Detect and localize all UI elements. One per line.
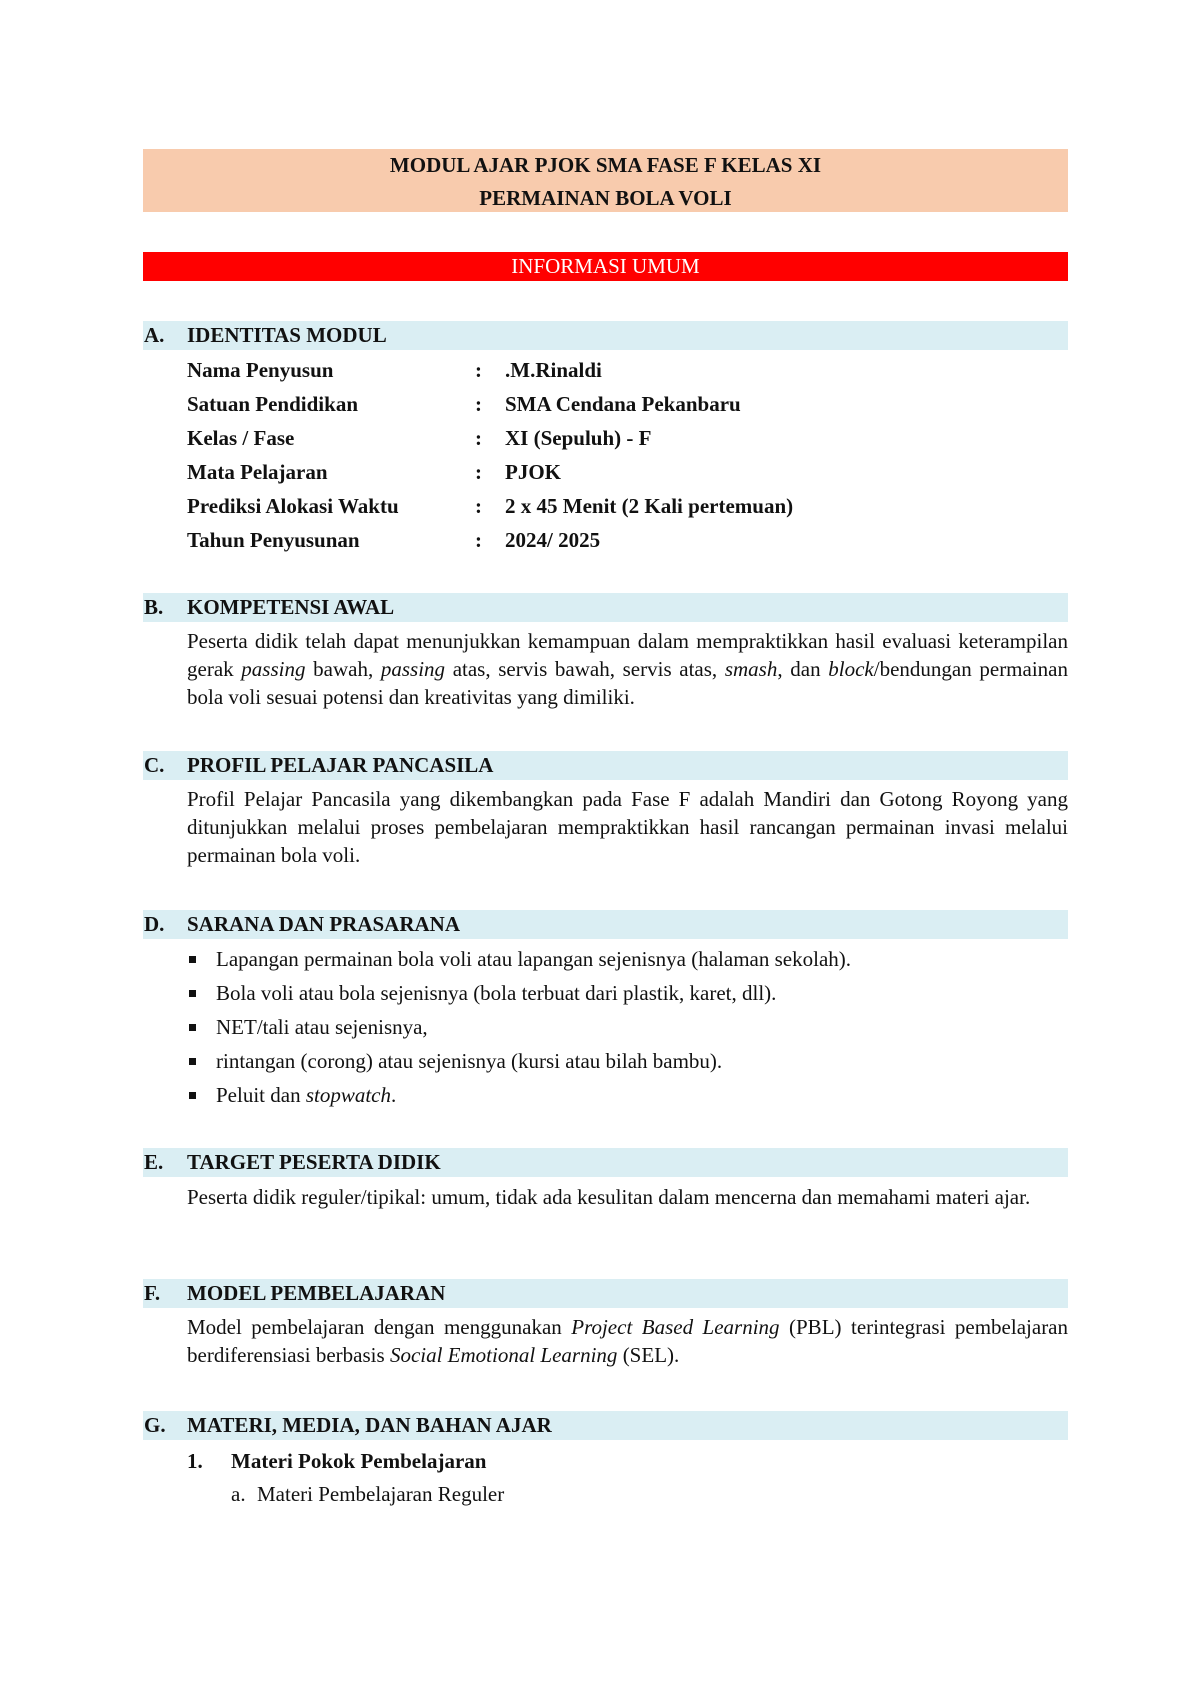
list-item: [187, 1012, 1047, 1042]
section-a-header: [143, 321, 1068, 350]
sub-subsection-letter: a.: [231, 1482, 246, 1506]
section-title: MATERI, MEDIA, DAN BAHAN AJAR: [187, 1413, 552, 1437]
section-title: SARANA DAN PRASARANA: [187, 912, 461, 936]
identity-colon: :: [475, 358, 482, 382]
identity-value: .M.Rinaldi: [505, 358, 602, 382]
list-item: [187, 978, 1047, 1008]
identity-label: Tahun Penyusunan: [187, 528, 360, 552]
section-title: IDENTITAS MODUL: [187, 323, 387, 347]
section-letter: E.: [144, 1150, 164, 1174]
text-run: /bendungan permainan bola voli sesuai potensi dan kreativitas yang dimiliki.: [187, 657, 1068, 709]
module-title-box: [143, 149, 1068, 212]
text-run: , dan: [777, 657, 829, 681]
identity-value: PJOK: [505, 460, 561, 484]
italic-term: Social Emotional Learning: [389, 1343, 618, 1367]
text-run: (PBL) terintegrasi pembelajaran berdiferensiasi berbasis: [187, 1315, 1069, 1367]
list-item-text: rintangan (corong) atau sejenisnya (kursi atau bilah bambu).: [216, 1049, 723, 1073]
kompetensi-awal-text: [187, 627, 1068, 711]
text-run: Peserta didik telah dapat menunjukkan kemampuan dalam mempraktikkan hasil evaluasi keterampilan gerak: [187, 629, 1068, 681]
identity-row: [187, 389, 1087, 419]
model-pembelajaran-text: [187, 1313, 1068, 1369]
italic-term: block: [828, 657, 874, 681]
section-d-header: [143, 910, 1068, 939]
identity-row: [187, 423, 1087, 453]
identity-value: 2024/ 2025: [505, 528, 601, 552]
bullet-square-icon: [189, 1092, 196, 1099]
text-run: Model pembelajaran dengan menggunakan: [187, 1315, 572, 1339]
bullet-square-icon: [189, 1058, 196, 1065]
identity-colon: :: [475, 392, 482, 416]
list-item-text: Bola voli atau bola sejenisnya (bola terbuat dari plastik, karet, dll).: [216, 981, 777, 1005]
text-run: (SEL).: [617, 1343, 680, 1367]
identity-colon: :: [475, 426, 482, 450]
section-f-header: [143, 1279, 1068, 1308]
section-letter: A.: [144, 323, 165, 347]
module-title-line-2: PERMAINAN BOLA VOLI: [479, 186, 732, 210]
identity-label: Prediksi Alokasi Waktu: [187, 494, 399, 518]
identity-colon: :: [475, 460, 482, 484]
section-title: TARGET PESERTA DIDIK: [187, 1150, 441, 1174]
list-item-text: Lapangan permainan bola voli atau lapangan sejenisnya (halaman sekolah).: [216, 947, 852, 971]
section-title: KOMPETENSI AWAL: [187, 595, 395, 619]
bullet-square-icon: [189, 990, 196, 997]
identity-label: Mata Pelajaran: [187, 460, 328, 484]
italic-term: smash: [724, 657, 778, 681]
text-run: .: [391, 1083, 397, 1107]
identity-colon: :: [475, 528, 482, 552]
sub-subsection-title: Materi Pembelajaran Reguler: [257, 1482, 505, 1506]
module-title-line-1: MODUL AJAR PJOK SMA FASE F KELAS XI: [389, 153, 822, 177]
bullet-square-icon: [189, 956, 196, 963]
identity-value: XI (Sepuluh) - F: [505, 426, 652, 450]
identity-label: Kelas / Fase: [187, 426, 295, 450]
info-umum-bar: INFORMASI UMUM: [143, 252, 1068, 281]
identity-row: [187, 457, 1087, 487]
section-title: MODEL PEMBELAJARAN: [187, 1281, 446, 1305]
identity-row: [187, 525, 1087, 555]
text-run: bawah,: [305, 657, 381, 681]
list-item: [187, 1046, 1047, 1076]
italic-term: passing: [241, 657, 306, 681]
section-letter: G.: [144, 1413, 166, 1437]
subsection-title: Materi Pokok Pembelajaran: [231, 1449, 487, 1473]
list-item-text: [216, 1080, 396, 1110]
text-run: atas, servis bawah, servis atas,: [445, 657, 725, 681]
section-b-header: [143, 593, 1068, 622]
text-run: Peluit dan: [216, 1083, 306, 1107]
section-letter: F.: [144, 1281, 161, 1305]
section-g-header: [143, 1411, 1068, 1440]
section-letter: D.: [144, 912, 165, 936]
italic-term: Project Based Learning: [571, 1315, 780, 1339]
identity-colon: :: [475, 494, 482, 518]
identity-value: 2 x 45 Menit (2 Kali pertemuan): [505, 494, 794, 518]
list-item: [187, 1080, 1047, 1110]
italic-term: passing: [380, 657, 446, 681]
bullet-square-icon: [189, 1024, 196, 1031]
list-item: [187, 944, 1047, 974]
list-item-text: NET/tali atau sejenisnya,: [216, 1015, 428, 1039]
target-peserta-text: Peserta didik reguler/tipikal: umum, tidak ada kesulitan dalam mencerna dan memahami materi ajar.: [187, 1185, 1031, 1209]
identity-label: Nama Penyusun: [187, 358, 334, 382]
subsection-number: 1.: [187, 1449, 203, 1473]
section-e-header: [143, 1148, 1068, 1177]
identity-row: [187, 355, 1087, 385]
identity-row: [187, 491, 1087, 521]
italic-term: stopwatch: [305, 1083, 391, 1107]
identity-value: SMA Cendana Pekanbaru: [505, 392, 741, 416]
identity-label: Satuan Pendidikan: [187, 392, 358, 416]
section-title: PROFIL PELAJAR PANCASILA: [187, 753, 494, 777]
section-c-header: [143, 751, 1068, 780]
section-letter: C.: [144, 753, 165, 777]
profil-pancasila-text: Profil Pelajar Pancasila yang dikembangkan pada Fase F adalah Mandiri dan Gotong Royong yang ditunjukkan melalui proses pembelajaran mempraktikkan hasil rancangan permainan invasi melalui permainan bola voli.: [187, 787, 1068, 867]
section-letter: B.: [144, 595, 164, 619]
